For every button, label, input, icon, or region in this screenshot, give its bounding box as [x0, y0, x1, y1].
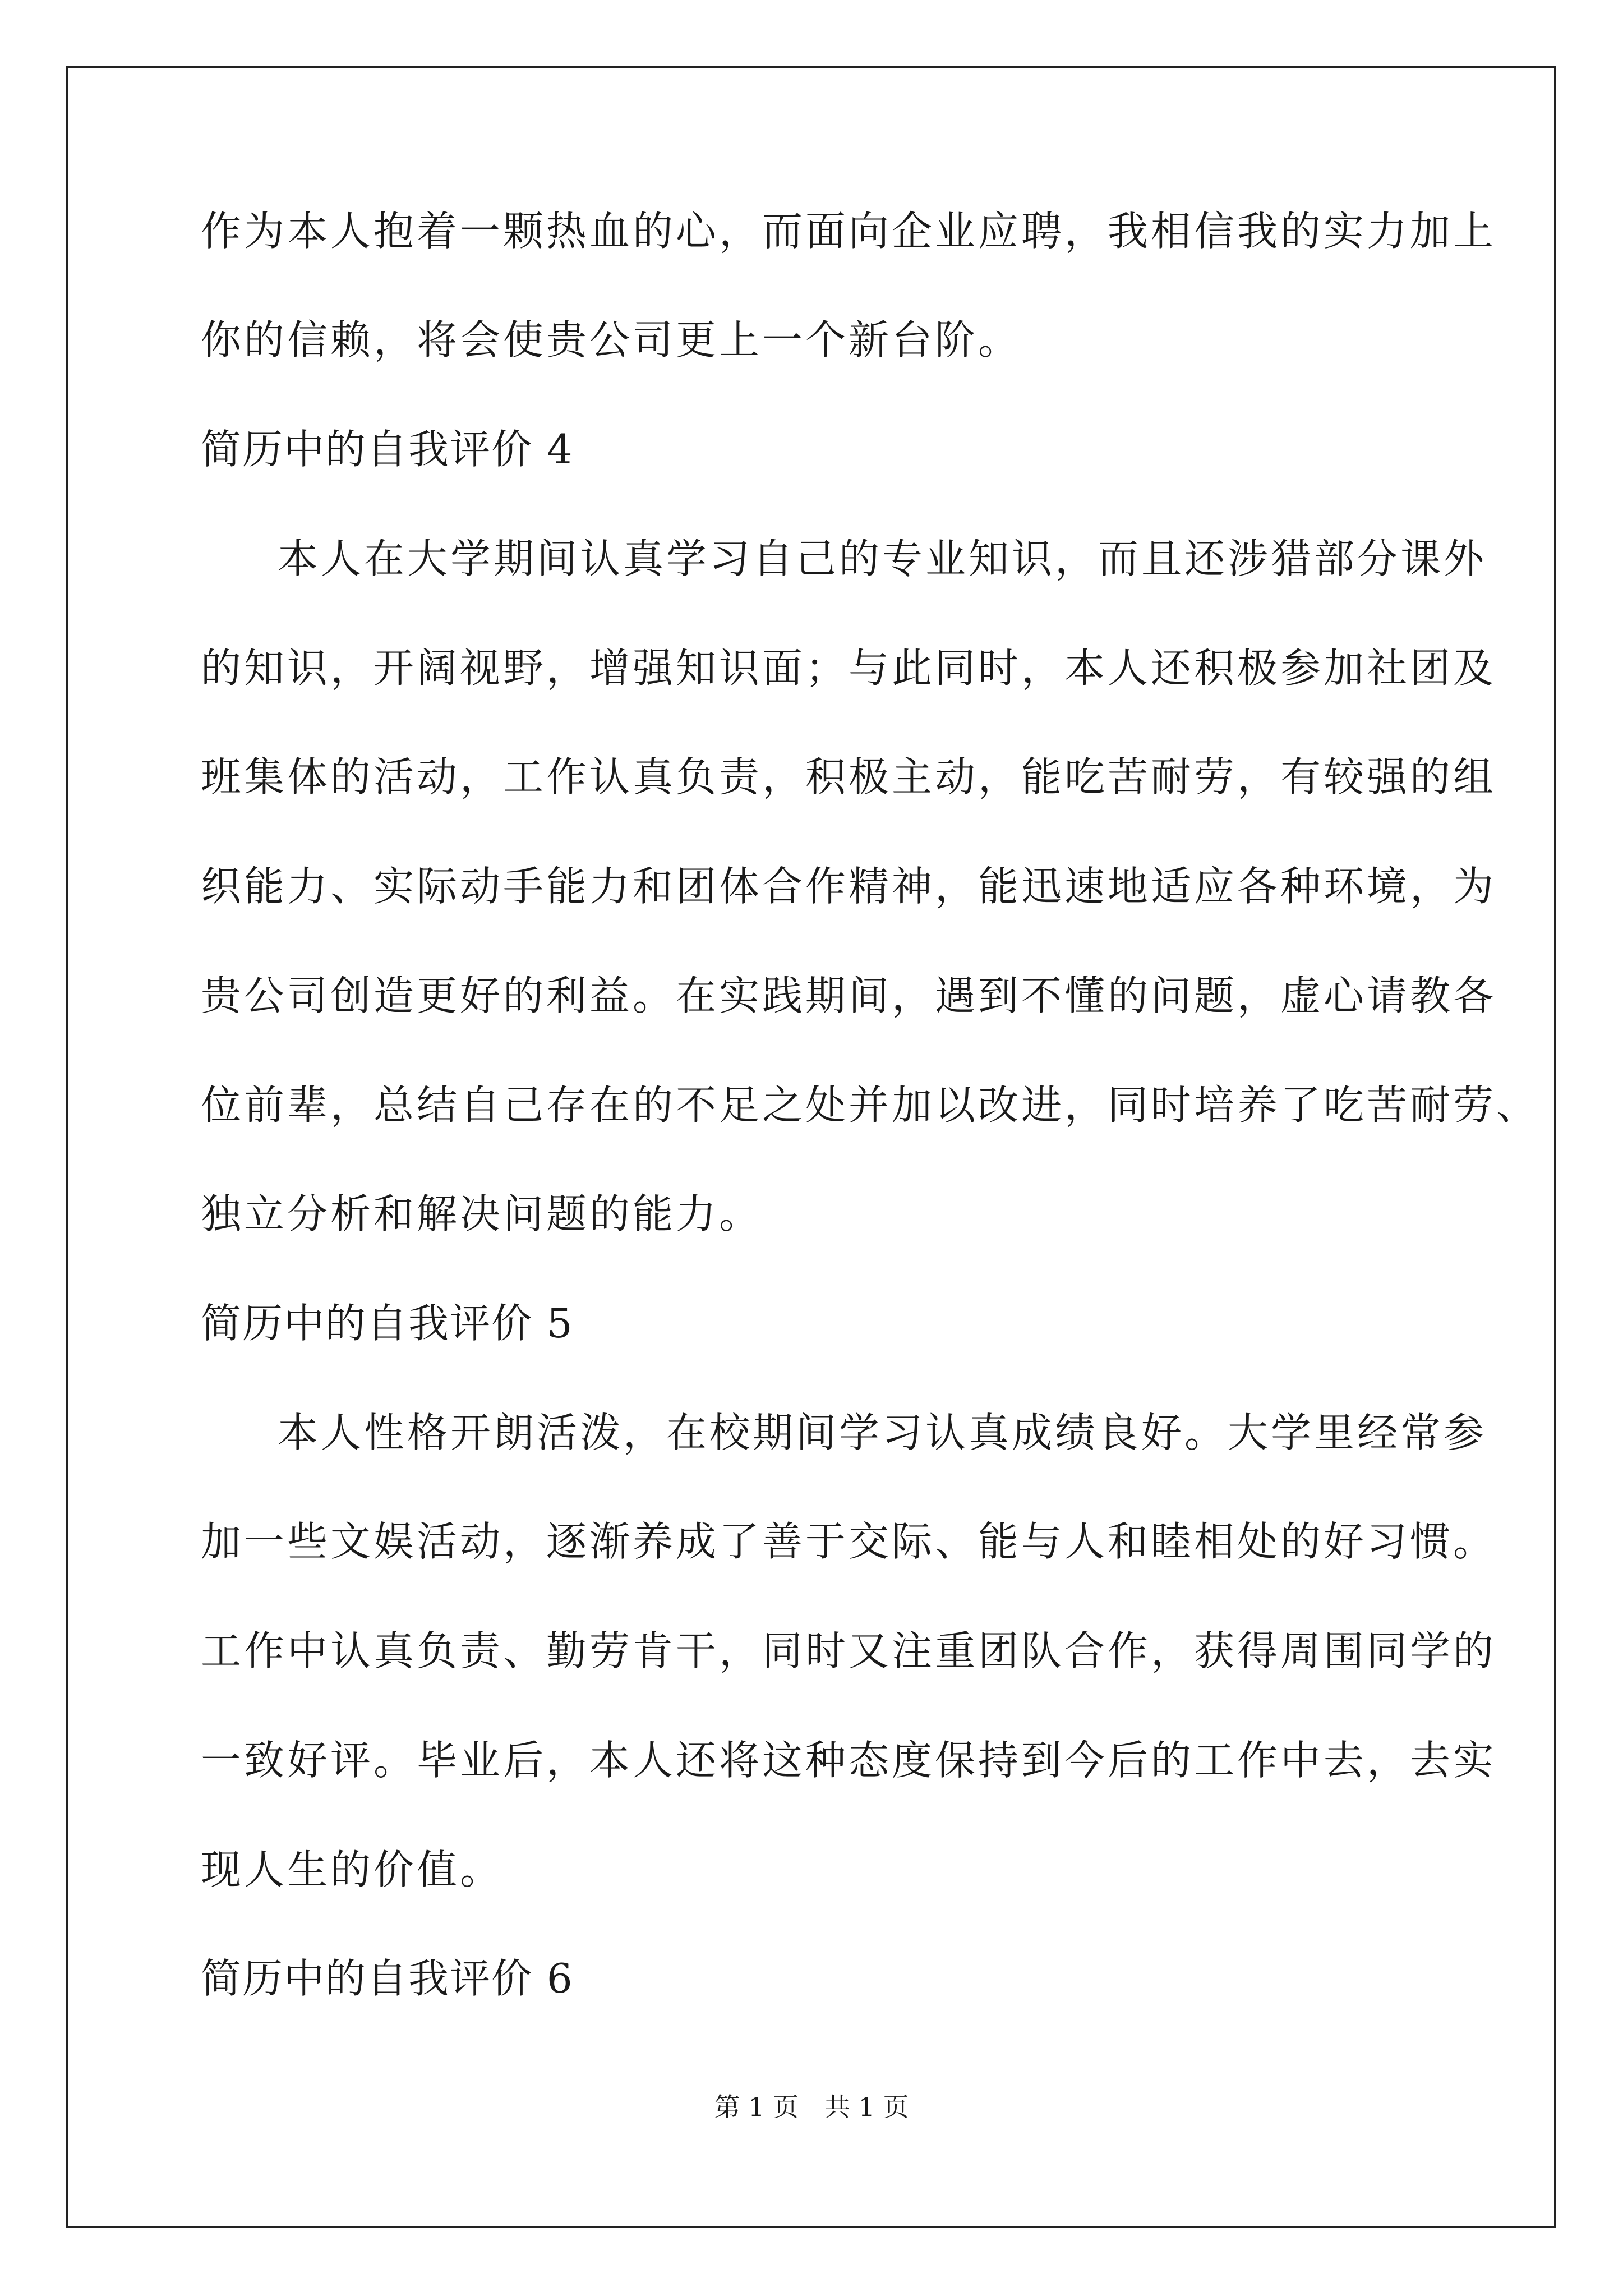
page-number-footer: 第 1 页 共 1 页	[714, 2092, 909, 2122]
section-heading-6: 简历中的自我评价 6	[201, 1955, 574, 2002]
intro-line-1: 作为本人抱着一颗热血的心，而面向企业应聘，我相信我的实力加上	[201, 208, 1497, 255]
section-heading-4: 简历中的自我评价 4	[201, 426, 574, 473]
section-4-line-1: 本人在大学期间认真学习自己的专业知识，而且还涉猎部分课外	[278, 535, 1487, 582]
page-border	[66, 66, 1556, 2228]
section-heading-5: 简历中的自我评价 5	[201, 1300, 574, 1347]
section-4-line-5: 贵公司创造更好的利益。在实践期间，遇到不懂的问题，虚心请教各	[201, 972, 1497, 1019]
section-4-line-3: 班集体的活动，工作认真负责，积极主动，能吃苦耐劳，有较强的组	[201, 753, 1497, 800]
section-5-line-4: 一致好评。毕业后，本人还将这种态度保持到今后的工作中去，去实	[201, 1737, 1497, 1784]
section-5-line-1: 本人性格开朗活泼，在校期间学习认真成绩良好。大学里经常参	[278, 1409, 1487, 1456]
section-4-line-4: 织能力、实际动手能力和团体合作精神，能迅速地适应各种环境，为	[201, 863, 1497, 910]
section-5-line-3: 工作中认真负责、勤劳肯干，同时又注重团队合作，获得周围同学的	[201, 1627, 1497, 1674]
section-5-line-5: 现人生的价值。	[201, 1846, 504, 1893]
section-4-line-6: 位前辈，总结自己存在的不足之处并加以改进，同时培养了吃苦耐劳、	[201, 1082, 1540, 1129]
section-4-line-7: 独立分析和解决问题的能力。	[201, 1190, 763, 1237]
section-5-line-2: 加一些文娱活动，逐渐养成了善于交际、能与人和睦相处的好习惯。	[201, 1518, 1497, 1565]
section-4-line-2: 的知识，开阔视野，增强知识面；与此同时，本人还积极参加社团及	[201, 645, 1497, 692]
intro-line-2: 你的信赖，将会使贵公司更上一个新台阶。	[201, 316, 1022, 364]
